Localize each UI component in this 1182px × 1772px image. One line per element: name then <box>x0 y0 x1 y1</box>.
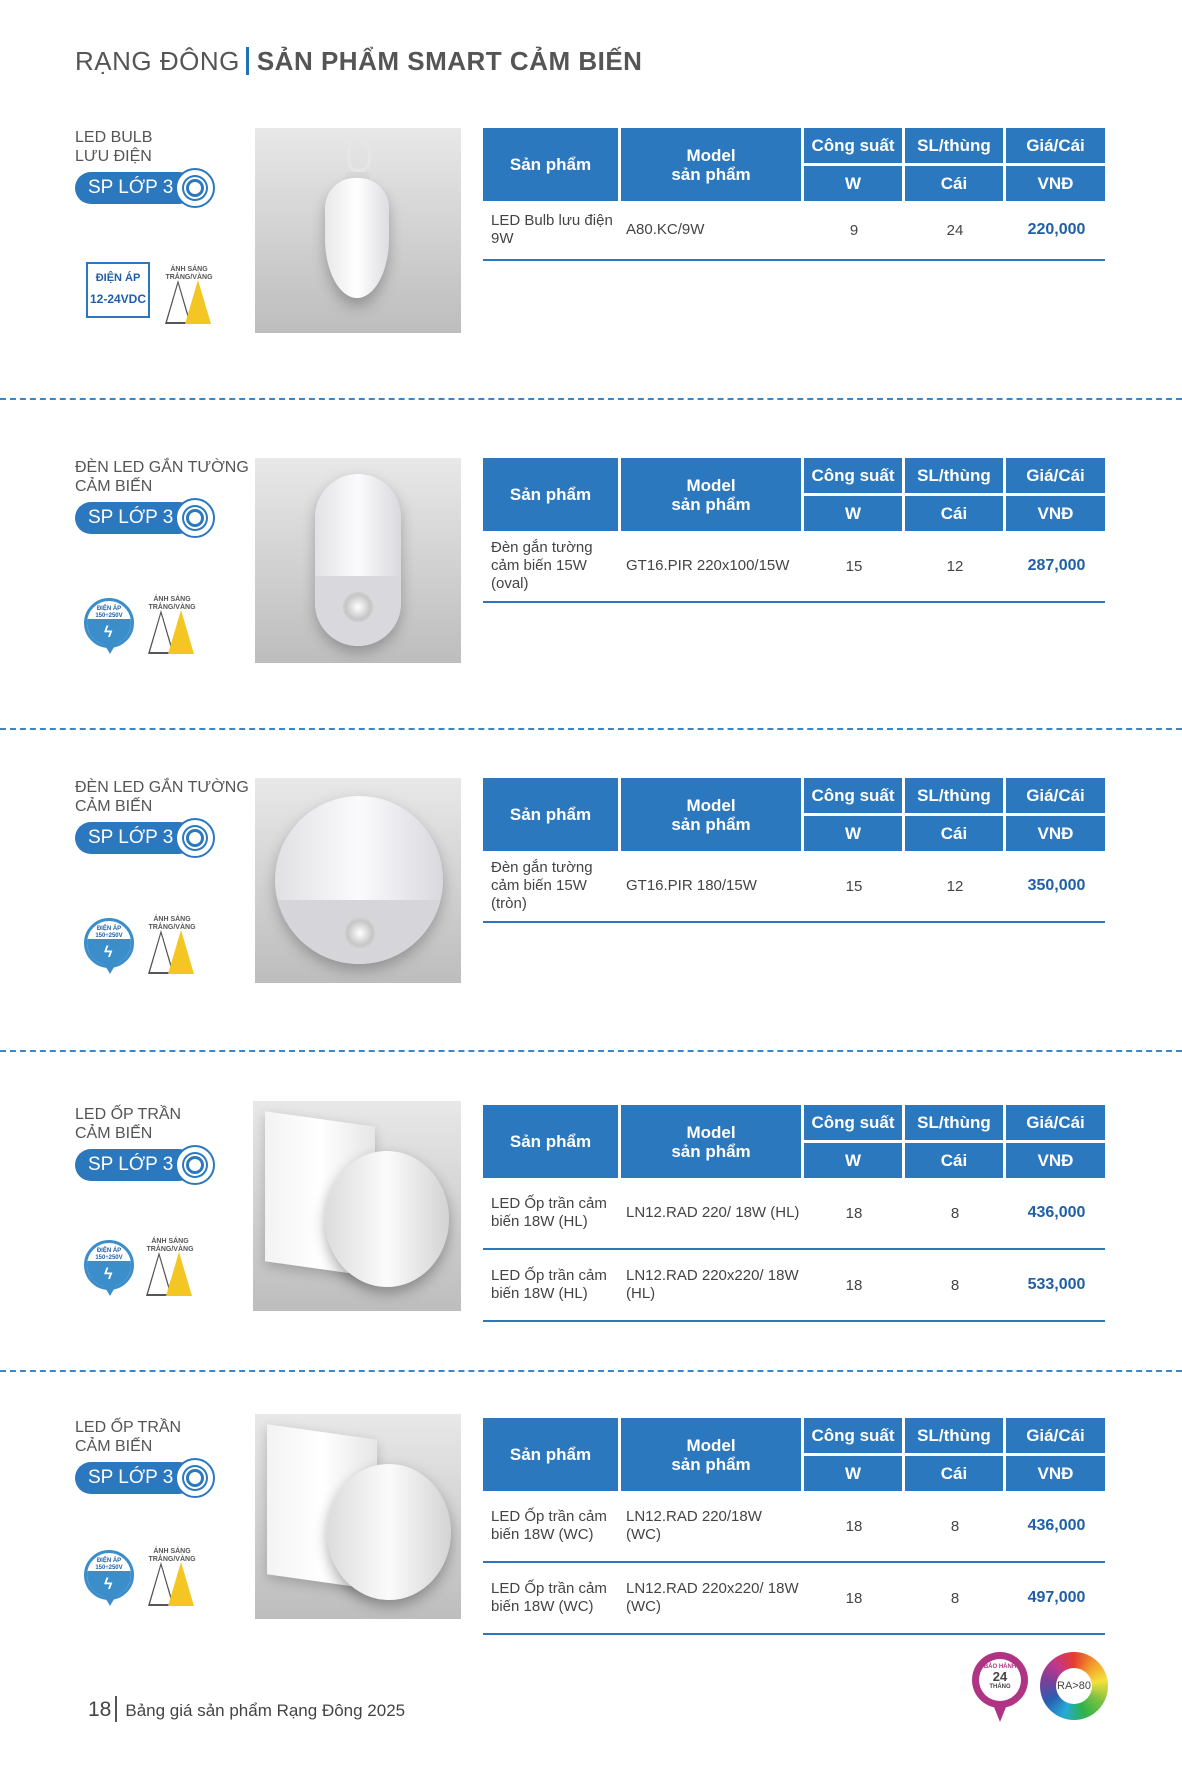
category-title: LED ỐP TRẦN CẢM BIẾN <box>75 1106 182 1142</box>
header-divider <box>246 47 249 75</box>
table-row: LED Ốp trần cảm biến 18W (HL) LN12.RAD 220/ 18W (HL) 18 8 436,000 <box>483 1178 1105 1250</box>
price-table: Sản phẩm Model sản phẩm Công suất SL/thùng Giá/Cái W Cái VNĐ LED Ốp trần cảm biến 18W (HL) LN12.RAD 220/ 18W (HL) 18 8 436,000 LED Ốp trần cảm biến 18W (HL) LN12.RAD 220x220/ 18W (HL) 18 8 533,000 <box>483 1105 1105 1322</box>
table-row: LED Ốp trần cảm biến 18W (WC) LN12.RAD 220/18W (WC) 18 8 436,000 <box>483 1491 1105 1563</box>
table-row: LED Ốp trần cảm biến 18W (WC) LN12.RAD 220x220/ 18W (WC) 18 8 497,000 <box>483 1563 1105 1635</box>
section-divider <box>0 398 1182 400</box>
category-title: ĐÈN LED GẮN TƯỜNG CẢM BIẾN <box>75 779 249 815</box>
voltage-dc-box: ĐIỆN ÁP 12-24VDC <box>86 262 150 318</box>
category-title: LED BULB LƯU ĐIỆN <box>75 129 153 165</box>
light-color-icon: ÁNH SÁNG TRẮNG/VÀNG <box>167 266 213 326</box>
sensor-sun-icon <box>175 1145 215 1185</box>
page-footer <box>88 1696 405 1722</box>
price-table: Sản phẩm Model sản phẩm Công suất SL/thùng Giá/Cái W Cái VNĐ Đèn gắn tường cảm biến 15W (oval) GT16.PIR 220x100/15W 15 12 287,000 <box>483 458 1105 603</box>
table-row: LED Bulb lưu điện 9W A80.KC/9W 9 24 220,000 <box>483 201 1105 261</box>
sp-lop-3-badge: SP LỚP 3 <box>75 818 220 858</box>
category-title: LED ỐP TRẦN CẢM BIẾN <box>75 1419 182 1455</box>
sensor-sun-icon <box>175 1458 215 1498</box>
price-table: Sản phẩm Model sản phẩm Công suất SL/thùng Giá/Cái W Cái VNĐ LED Ốp trần cảm biến 18W (WC) LN12.RAD 220/18W (WC) 18 8 436,000 LED Ốp trần cảm biến 18W (WC) LN12.RAD 220x220/ 18W (WC) 18 8 497,000 <box>483 1418 1105 1635</box>
section-divider <box>0 728 1182 730</box>
section-title: SẢN PHẨM SMART CẢM BIẾN <box>256 46 643 76</box>
page-number: 18 <box>88 1698 112 1721</box>
product-section-wall-oval <box>0 458 1182 758</box>
color-rendering-icon: RA>80 <box>1040 1652 1108 1720</box>
voltage-ac-pin-icon: ĐIỆN ÁP 150÷250V ϟ <box>84 1550 136 1610</box>
product-photo-wall-oval <box>255 458 461 663</box>
price-table: Sản phẩm Model sản phẩm Công suất SL/thùng Giá/Cái W Cái VNĐ LED Bulb lưu điện 9W A80.KC/9W 9 24 220,000 <box>483 128 1105 261</box>
light-color-icon: ÁNH SÁNG TRẮNG/VÀNG <box>150 596 196 656</box>
sp-lop-3-badge: SP LỚP 3 <box>75 498 220 538</box>
light-color-icon: ÁNH SÁNG TRẮNG/VÀNG <box>150 1548 196 1608</box>
sensor-sun-icon <box>175 168 215 208</box>
voltage-ac-pin-icon: ĐIỆN ÁP 150÷250V ϟ <box>84 598 136 658</box>
product-photo-ceiling-hl <box>253 1101 461 1311</box>
light-color-icon: ÁNH SÁNG TRẮNG/VÀNG <box>148 1238 194 1298</box>
table-row: Đèn gắn tường cảm biến 15W (oval) GT16.PIR 220x100/15W 15 12 287,000 <box>483 531 1105 603</box>
sensor-sun-icon <box>175 498 215 538</box>
brand-name: RẠNG ĐÔNG <box>75 46 240 76</box>
product-photo-wall-round <box>255 778 461 983</box>
warranty-pin-icon: BẢO HÀNH 24 THÁNG <box>972 1652 1030 1730</box>
sp-lop-3-badge: SP LỚP 3 <box>75 168 220 208</box>
voltage-ac-pin-icon: ĐIỆN ÁP 150÷250V ϟ <box>84 1240 136 1300</box>
sensor-sun-icon <box>175 818 215 858</box>
section-divider <box>0 1050 1182 1052</box>
sp-lop-3-badge: SP LỚP 3 <box>75 1458 220 1498</box>
product-section-wall-round <box>0 778 1182 1078</box>
table-row: LED Ốp trần cảm biến 18W (HL) LN12.RAD 220x220/ 18W (HL) 18 8 533,000 <box>483 1250 1105 1322</box>
price-table: Sản phẩm Model sản phẩm Công suất SL/thùng Giá/Cái W Cái VNĐ Đèn gắn tường cảm biến 15W (tròn) GT16.PIR 180/15W 15 12 350,000 <box>483 778 1105 923</box>
product-photo-led-bulb <box>255 128 461 333</box>
light-color-icon: ÁNH SÁNG TRẮNG/VÀNG <box>150 916 196 976</box>
page-header <box>75 46 642 77</box>
product-section-led-bulb <box>0 128 1182 428</box>
table-row: Đèn gắn tường cảm biến 15W (tròn) GT16.PIR 180/15W 15 12 350,000 <box>483 851 1105 923</box>
category-title: ĐÈN LED GẮN TƯỜNG CẢM BIẾN <box>75 459 249 495</box>
product-section-ceiling-hl <box>0 1105 1182 1405</box>
voltage-ac-pin-icon: ĐIỆN ÁP 150÷250V ϟ <box>84 918 136 978</box>
footer-title: Bảng giá sản phẩm Rạng Đông 2025 <box>125 1701 406 1720</box>
product-photo-ceiling-wc <box>255 1414 461 1619</box>
sp-lop-3-badge: SP LỚP 3 <box>75 1145 220 1185</box>
section-divider <box>0 1370 1182 1372</box>
